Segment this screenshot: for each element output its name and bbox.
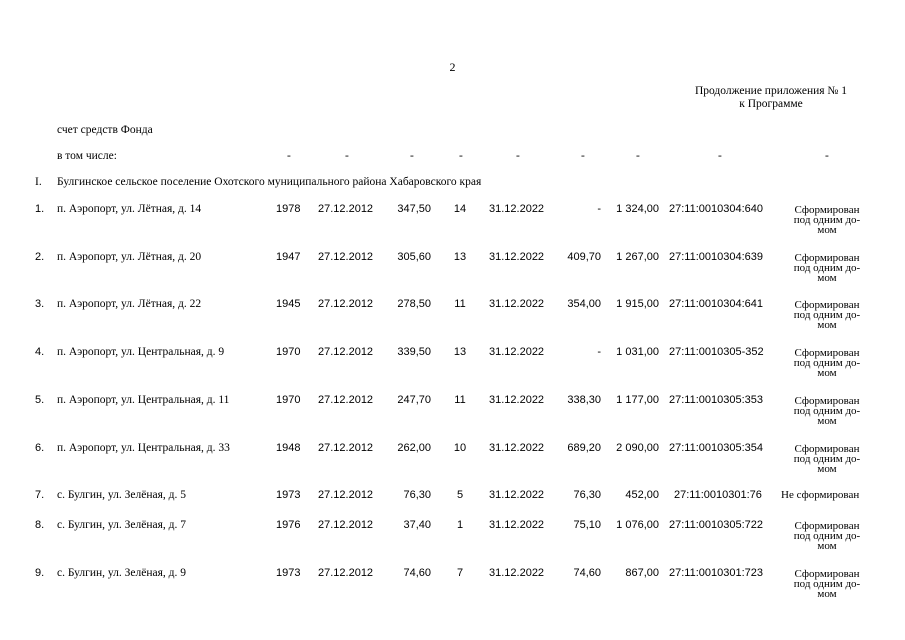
cost: 1 031,00: [616, 346, 659, 358]
section-title: Булгинское сельское поселение Охотского муниципального района Хабаровского края: [57, 176, 482, 188]
area-2: -: [597, 346, 601, 358]
deadline: 31.12.2022: [489, 489, 545, 501]
row-number: 9.: [35, 567, 45, 579]
dash: -: [345, 150, 349, 162]
appendix-header-line1: Продолжение приложения № 1: [694, 85, 848, 97]
area: 339,50: [397, 346, 431, 358]
address: п. Аэропорт, ул. Центральная, д. 9: [57, 346, 225, 358]
row-number: 3.: [35, 298, 45, 310]
cost: 867,00: [625, 567, 659, 579]
address: п. Аэропорт, ул. Центральная, д. 33: [57, 442, 230, 454]
residents: 1: [456, 519, 464, 531]
recognition-date: 27.12.2012: [318, 489, 374, 501]
row-number: 8.: [35, 519, 45, 531]
address: с. Булгин, ул. Зелёная, д. 5: [57, 489, 187, 501]
dash: -: [516, 150, 520, 162]
status: Сформирован под одним до- мом: [793, 347, 861, 379]
recognition-date: 27.12.2012: [318, 567, 374, 579]
cost: 1 076,00: [616, 519, 659, 531]
year-built: 1973: [276, 489, 301, 501]
cost: 452,00: [625, 489, 659, 501]
status: Не сформирован: [781, 489, 860, 501]
deadline: 31.12.2022: [489, 298, 545, 310]
dash: -: [410, 150, 414, 162]
year-built: 1978: [276, 203, 301, 215]
cadastre-number: 27:11:0010305:353: [669, 394, 763, 406]
cadastre-number: 27:11:0010305-352: [669, 346, 764, 358]
residents: 13: [453, 346, 467, 358]
cadastre-number: 27:11:0010304:641: [669, 298, 763, 310]
address: п. Аэропорт, ул. Центральная, д. 11: [57, 394, 230, 406]
status: Сформирован под одним до- мом: [793, 443, 861, 475]
area: 74,60: [403, 567, 431, 579]
row-number: 1.: [35, 203, 45, 215]
cost: 1 915,00: [616, 298, 659, 310]
cost: 2 090,00: [616, 442, 659, 454]
area-2: 689,20: [567, 442, 601, 454]
year-built: 1947: [276, 251, 301, 263]
year-built: 1945: [276, 298, 301, 310]
recognition-date: 27.12.2012: [318, 519, 374, 531]
residents: 11: [454, 298, 466, 310]
year-built: 1970: [276, 346, 301, 358]
year-built: 1973: [276, 567, 301, 579]
status: Сформирован под одним до- мом: [793, 568, 861, 600]
dash: -: [459, 150, 463, 162]
area: 278,50: [397, 298, 431, 310]
recognition-date: 27.12.2012: [318, 394, 374, 406]
area-2: 354,00: [567, 298, 601, 310]
row-number: 6.: [35, 442, 45, 454]
cadastre-number: 27:11:0010305:354: [669, 442, 763, 454]
deadline: 31.12.2022: [489, 442, 545, 454]
row-number: 2.: [35, 251, 45, 263]
area: 347,50: [397, 203, 431, 215]
cost: 1 177,00: [616, 394, 659, 406]
recognition-date: 27.12.2012: [318, 346, 374, 358]
dash: -: [825, 150, 829, 162]
deadline: 31.12.2022: [489, 394, 545, 406]
area-2: 74,60: [573, 567, 601, 579]
row-number: 4.: [35, 346, 45, 358]
residents: 13: [453, 251, 467, 263]
area-2: 75,10: [573, 519, 601, 531]
area: 305,60: [397, 251, 431, 263]
cost: 1 324,00: [616, 203, 659, 215]
residents: 11: [454, 394, 466, 406]
address: п. Аэропорт, ул. Лётная, д. 14: [57, 203, 202, 215]
status: Сформирован под одним до- мом: [793, 204, 861, 236]
area-2: -: [597, 203, 601, 215]
address: п. Аэропорт, ул. Лётная, д. 22: [57, 298, 202, 310]
cost: 1 267,00: [616, 251, 659, 263]
residents: 5: [456, 489, 464, 501]
area: 262,00: [397, 442, 431, 454]
deadline: 31.12.2022: [489, 567, 545, 579]
status: Сформирован под одним до- мом: [793, 299, 861, 331]
dash: -: [718, 150, 722, 162]
area: 247,70: [397, 394, 431, 406]
recognition-date: 27.12.2012: [318, 251, 374, 263]
year-built: 1948: [276, 442, 301, 454]
cadastre-number: 27:11:0010304:639: [669, 251, 763, 263]
area: 37,40: [403, 519, 431, 531]
appendix-header: [640, 85, 902, 111]
recognition-date: 27.12.2012: [318, 298, 374, 310]
deadline: 31.12.2022: [489, 519, 545, 531]
including-row-label: в том числе:: [57, 150, 117, 162]
deadline: 31.12.2022: [489, 346, 545, 358]
recognition-date: 27.12.2012: [318, 442, 374, 454]
deadline: 31.12.2022: [489, 203, 545, 215]
cadastre-number: 27:11:0010305:722: [669, 519, 763, 531]
residents: 7: [456, 567, 464, 579]
appendix-header-line2: к Программе: [739, 98, 803, 110]
section-number: I.: [35, 176, 42, 188]
dash: -: [581, 150, 585, 162]
row-number: 7.: [35, 489, 45, 501]
area: 76,30: [403, 489, 431, 501]
area-2: 409,70: [567, 251, 601, 263]
year-built: 1970: [276, 394, 301, 406]
recognition-date: 27.12.2012: [318, 203, 374, 215]
cadastre-number: 27:11:0010301:76: [674, 489, 762, 501]
deadline: 31.12.2022: [489, 251, 545, 263]
address: с. Булгин, ул. Зелёная, д. 7: [57, 519, 187, 531]
status: Сформирован под одним до- мом: [793, 395, 861, 427]
fund-row-label: счет средств Фонда: [57, 124, 153, 136]
address: п. Аэропорт, ул. Лётная, д. 20: [57, 251, 202, 263]
address: с. Булгин, ул. Зелёная, д. 9: [57, 567, 187, 579]
year-built: 1976: [276, 519, 301, 531]
dash: -: [636, 150, 640, 162]
page-number: 2: [449, 60, 456, 74]
row-number: 5.: [35, 394, 45, 406]
cadastre-number: 27:11:0010304:640: [669, 203, 763, 215]
cadastre-number: 27:11:0010301:723: [669, 567, 763, 579]
residents: 10: [453, 442, 467, 454]
status: Сформирован под одним до- мом: [793, 520, 861, 552]
residents: 14: [453, 203, 467, 215]
area-2: 338,30: [567, 394, 601, 406]
area-2: 76,30: [573, 489, 601, 501]
status: Сформирован под одним до- мом: [793, 252, 861, 284]
dash: -: [287, 150, 291, 162]
